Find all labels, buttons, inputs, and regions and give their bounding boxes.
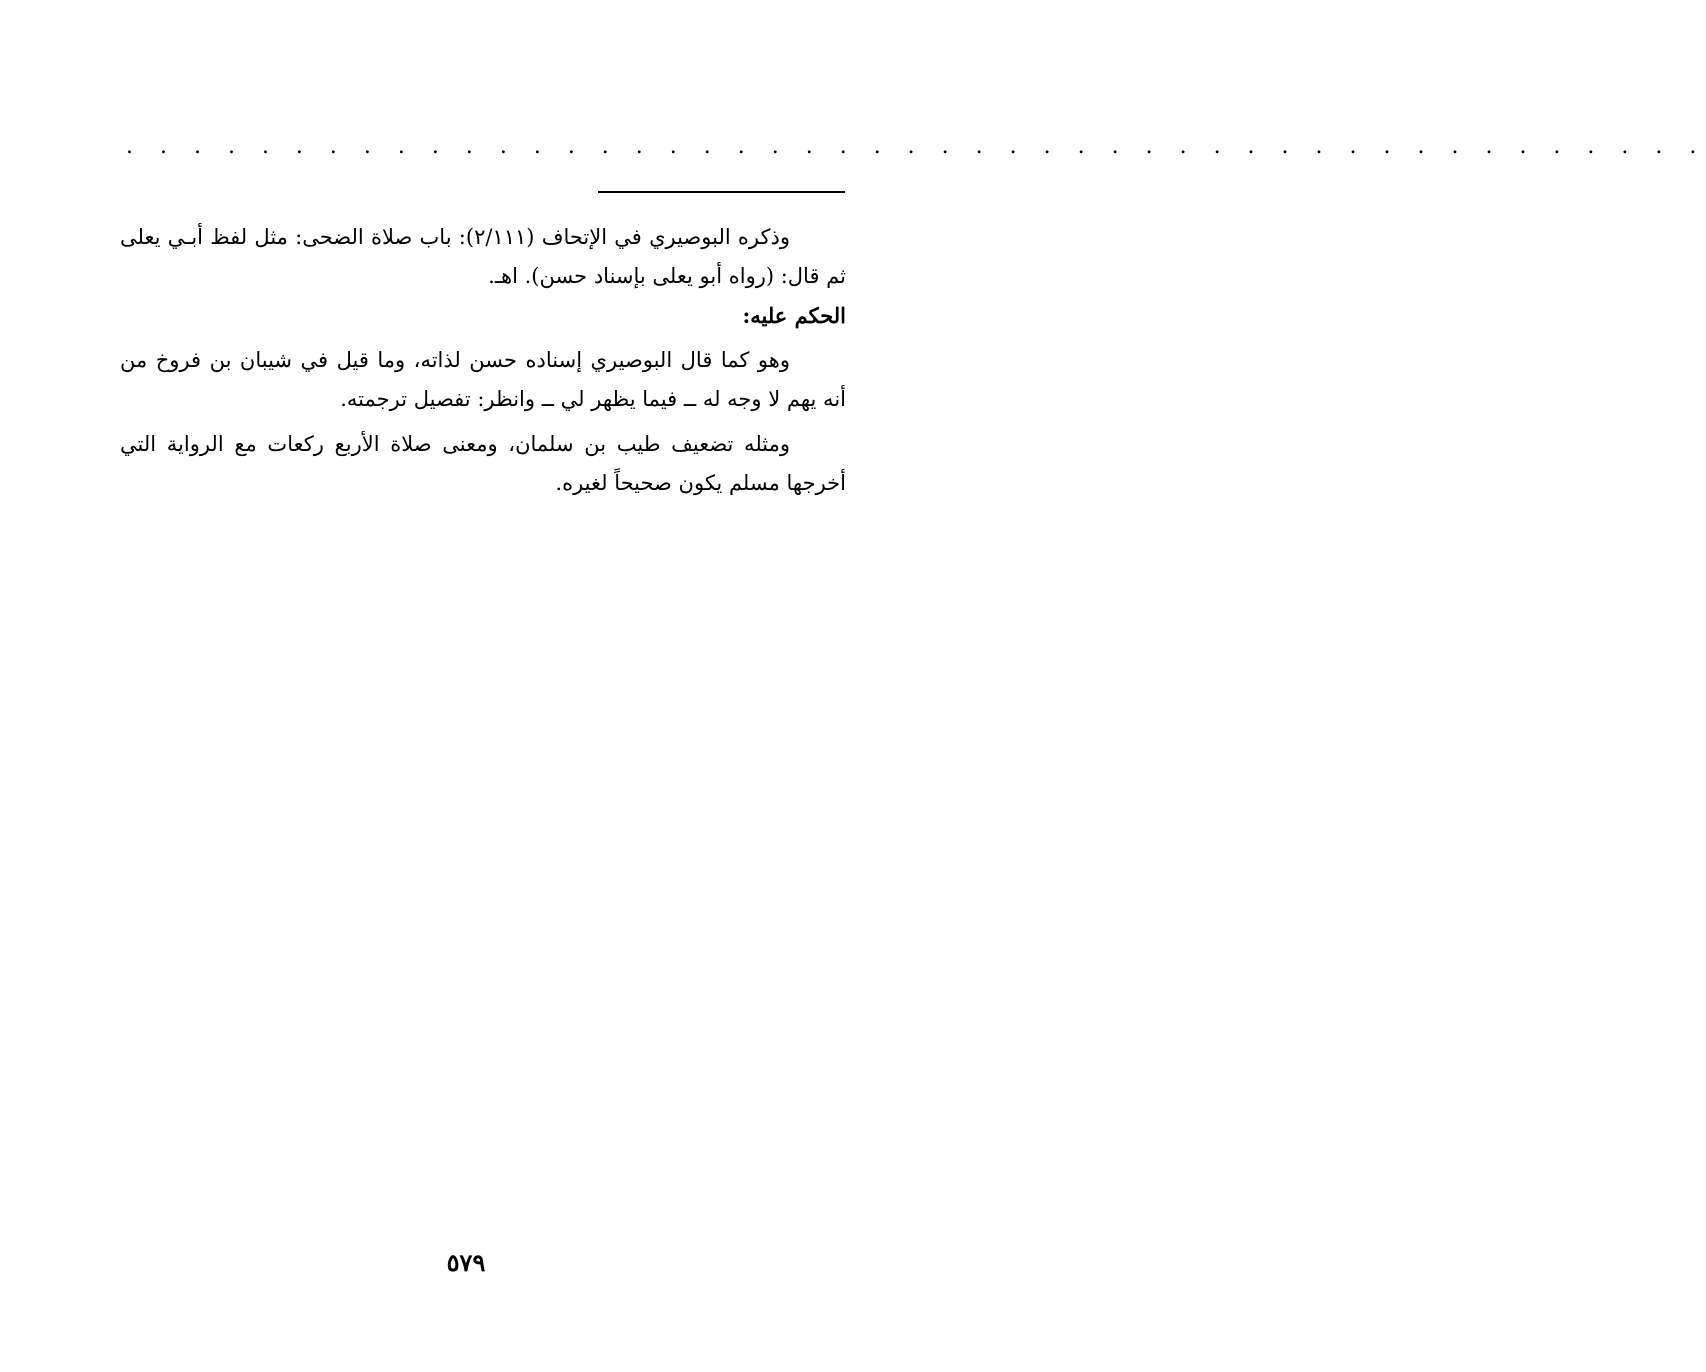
dotted-separator: . . . . . . . . . . . . . . . . . . . . . . . . . . . . . . . . . . . . . . . . . . . . . . . xyxy=(126,134,1706,159)
footnote-paragraph-3: ومثله تضعيف طيب بن سلمان، ومعنى صلاة الأربع ركعات مع الرواية التي أخرجها مسلم يكون صحيحاً لغيره. xyxy=(120,432,846,495)
footnote-body xyxy=(120,218,846,503)
page-number: ٥٧٩ xyxy=(446,1248,486,1277)
ruling-heading: الحكم عليه: xyxy=(742,303,846,328)
footnote-paragraph-1: وذكره البوصيري في الإتحاف (٢/١١١): باب صلاة الضحى: مثل لفظ أبـي يعلى ثم قال: (رواه أبو يعلى بإسناد حسن). اهـ. xyxy=(120,225,846,288)
footnote-rule xyxy=(598,191,845,193)
footnote-paragraph-2: وهو كما قال البوصيري إسناده حسن لذاته، وما قيل في شيبان بن فروخ من أنه يهم لا وجه له ــ فيما يظهر لي ــ وانظر: تفصيل ترجمته. xyxy=(120,348,846,411)
